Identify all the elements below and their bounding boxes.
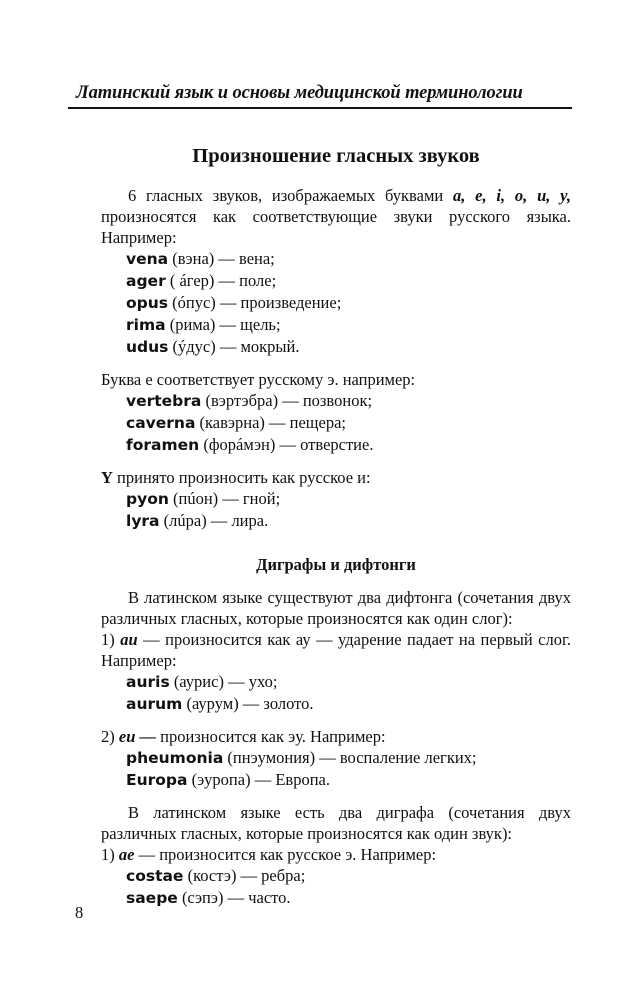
example-line: [101, 248, 571, 270]
item-text: произносится как эу. Например:: [156, 727, 386, 746]
translation: ( áгер) — поле;: [165, 271, 277, 290]
diphthong-eu: eu —: [118, 727, 156, 746]
latin-term: Europa: [126, 771, 188, 789]
example-line: [101, 769, 571, 791]
translation: (вэртэбра) — позвонок;: [201, 391, 373, 410]
translation: (лúра) — лира.: [159, 511, 269, 530]
section-title: Произношение гласных звуков: [192, 145, 480, 167]
translation: (костэ) — ребра;: [183, 866, 306, 885]
latin-term: costae: [126, 867, 184, 885]
latin-term: lyra: [126, 512, 160, 530]
translation: (пúон) — гной;: [168, 489, 281, 508]
latin-term: rima: [126, 316, 166, 334]
intro-text-b: произносятся как соответствующие звуки русского языка. Например:: [101, 207, 571, 247]
example-line: [101, 747, 571, 769]
example-line: [101, 314, 571, 336]
item-number: 2): [101, 727, 119, 746]
example-line: [101, 887, 571, 909]
translation: (рима) — щель;: [165, 315, 281, 334]
example-list-vowels: [101, 248, 571, 358]
example-line: [101, 336, 571, 358]
item-number: 1): [101, 845, 119, 864]
intro-text-a: 6 гласных звуков, изображаемых буквами: [128, 186, 454, 205]
latin-term: foramen: [126, 436, 200, 454]
intro-paragraph: [101, 185, 571, 248]
example-list-y: [101, 488, 571, 532]
latin-term: udus: [126, 338, 169, 356]
example-line: [101, 390, 571, 412]
latin-term: aurum: [126, 695, 183, 713]
example-list-eu: [101, 747, 571, 791]
letter-y-paragraph: [101, 467, 571, 488]
translation: (эуропа) — Европа.: [187, 770, 330, 789]
subsection-title: Диграфы и дифтонги: [256, 555, 416, 574]
translation: (пнэумония) — воспаление легких;: [223, 748, 477, 767]
diphthong-intro: В латинском языке существуют два дифтонга (сочетания двух различных гласных, которые произносятся как один слог):: [101, 588, 571, 628]
translation: (форáмэн) — отверстие.: [199, 435, 374, 454]
translation: (аурум) — золото.: [182, 694, 314, 713]
example-line: [101, 434, 571, 456]
letter-y: Y: [101, 468, 113, 487]
letter-e-paragraph: Буква е соответствует русскому э. например:: [101, 370, 416, 389]
example-list-ae: [101, 865, 571, 909]
item-au: [101, 629, 571, 671]
example-list-e: [101, 390, 571, 456]
latin-term: caverna: [126, 414, 196, 432]
example-line: [101, 270, 571, 292]
page-number: 8: [75, 903, 84, 922]
translation: (ýдус) — мокрый.: [168, 337, 300, 356]
header-rule: [68, 107, 572, 109]
vowel-letters: a, e, i, o, u, y,: [453, 186, 572, 205]
item-eu: [101, 726, 571, 747]
digraph-intro: В латинском языке есть два диграфа (сочетания двух различных гласных, которые произносятся как один звук):: [101, 803, 571, 843]
latin-term: saepe: [126, 889, 178, 907]
example-line: [101, 865, 571, 887]
digraph-ae: ae: [118, 845, 135, 864]
latin-term: ager: [126, 272, 166, 290]
latin-term: vena: [126, 250, 169, 268]
latin-term: vertebra: [126, 392, 202, 410]
example-line: [101, 693, 571, 715]
latin-term: pheumonia: [126, 749, 224, 767]
translation: (óпус) — произведение;: [168, 293, 342, 312]
example-list-au: [101, 671, 571, 715]
item-ae: [101, 844, 571, 865]
example-line: [101, 412, 571, 434]
item-text: — произносится как русское э. Например:: [134, 845, 437, 864]
translation: (вэна) — вена;: [168, 249, 275, 268]
example-line: [101, 671, 571, 693]
translation: (сэпэ) — часто.: [177, 888, 291, 907]
example-line: [101, 510, 571, 532]
running-title: Латинский язык и основы медицинской терминологии: [76, 83, 523, 103]
latin-term: pyon: [126, 490, 169, 508]
letter-y-text: принято произносить как русское и:: [112, 468, 371, 487]
item-text: — произносится как ау — ударение падает на первый слог. Например:: [101, 630, 571, 670]
latin-term: opus: [126, 294, 169, 312]
diphthong-au: au: [120, 630, 138, 649]
item-number: 1): [101, 630, 121, 649]
example-line: [101, 292, 571, 314]
translation: (кавэрна) — пещера;: [195, 413, 346, 432]
translation: (аурис) — ухо;: [169, 672, 278, 691]
page-body: [101, 140, 571, 909]
latin-term: auris: [126, 673, 170, 691]
example-line: [101, 488, 571, 510]
